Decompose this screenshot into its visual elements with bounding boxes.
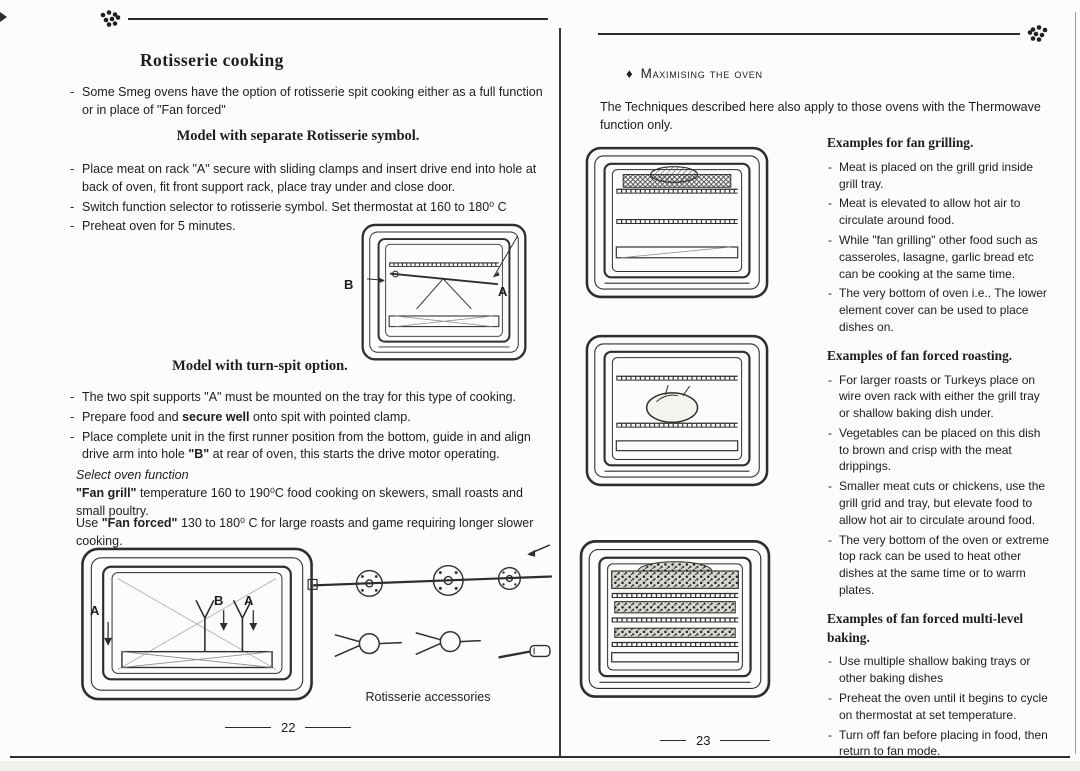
page-divider <box>559 28 561 757</box>
bullet-text: Switch function selector to rotisserie symbol. Set thermostat at 160 to 180⁰ C <box>82 199 507 214</box>
list-item <box>68 84 556 120</box>
bullet-text: Turn off fan before placing in food, then return to fan mode. <box>839 727 1048 759</box>
text-run: Place complete unit in the first runner position from the bottom, guide in and align drive arm into hole <box>82 429 531 462</box>
oven-grilling-illustration <box>584 145 770 302</box>
text-run: Prepare food and <box>82 409 183 424</box>
bullet-text: Place meat on rack "A" secure with sliding clamps and insert drive end into hole at back of oven, fit front support rack, place tray under and close door. <box>82 162 537 194</box>
model-turnspit-heading: Model with turn-spit option. <box>172 358 348 374</box>
text-run-bold: "Fan forced" <box>101 516 178 530</box>
list-item <box>827 478 1053 528</box>
section-header-text: Maximising the oven <box>640 66 763 81</box>
bullet-text: For larger roasts or Turkeys place on wire oven rack with either the grill tray or shallow baking dish under. <box>839 372 1040 421</box>
list-item <box>827 727 1053 761</box>
page-number-right <box>660 733 770 748</box>
page-number-rule <box>660 740 686 741</box>
oven-diagram-turnspit <box>78 545 316 705</box>
intro-paragraph <box>68 84 556 122</box>
ornament-rule <box>598 33 1020 35</box>
bullet-text: Some Smeg ovens have the option of rotisserie spit cooking either as a full function or in place of "Fan forced" <box>82 85 543 117</box>
text-run: Use <box>76 516 102 530</box>
diagram-label-a1: A <box>90 603 100 618</box>
bullet-text: While "fan grilling" other food such as casseroles, lasagne, garlic bread etc can be cooking at the same time. <box>839 232 1038 281</box>
oven-roasting-illustration <box>584 333 770 490</box>
dots-ornament-icon <box>98 9 124 28</box>
bullet-text: Use multiple shallow baking trays or other baking dishes <box>839 654 1031 686</box>
list-item <box>827 285 1053 335</box>
list-item <box>827 690 1053 724</box>
oven-baking-illustration <box>578 538 772 702</box>
text-run: 130 to 180⁰ C for large roasts and game requiring longer slower cooking. <box>76 516 534 548</box>
section-fan-roasting <box>827 347 1053 599</box>
right-intro-paragraph: The Techniques described here also apply to those ovens with the Thermowave function only. <box>600 100 1041 132</box>
select-function-heading: Select oven function <box>76 468 189 482</box>
page-title: Rotisserie cooking <box>140 50 284 70</box>
bullet-text: Vegetables can be placed on this dish to brown and crisp with the meat drippings. <box>839 425 1041 474</box>
list-item <box>827 195 1053 229</box>
scan-artifact <box>0 12 7 22</box>
section-heading: Examples for fan grilling. <box>827 135 974 150</box>
section-fan-grilling <box>827 134 1053 336</box>
bullet-text: Preheat oven for 5 minutes. <box>82 219 236 234</box>
oven-diagram-rotisserie <box>344 222 528 364</box>
diagram-label-a: A <box>498 284 508 299</box>
bullet-text: The two spit supports "A" must be mounted on the tray for this type of cooking. <box>82 390 517 404</box>
list-item <box>827 159 1053 193</box>
model-separate-heading: Model with separate Rotisserie symbol. <box>176 128 420 144</box>
page-number-rule <box>720 740 770 741</box>
dots-ornament-icon <box>1024 24 1050 43</box>
page-number-rule <box>305 727 351 728</box>
diagram-label-b: B <box>214 593 224 608</box>
bullet-text: The very bottom of oven i.e.. The lower element cover can be used to place dishes on. <box>839 286 1047 334</box>
page-number-left <box>225 720 351 735</box>
list-item <box>827 372 1053 422</box>
oven-diagram-fan-grilling <box>584 145 770 302</box>
turnspit-bullets <box>68 389 556 466</box>
bullet-text: Meat is elevated to allow hot air to circulate around food. <box>839 196 1021 228</box>
list-item <box>68 161 556 197</box>
page-number-text: 22 <box>281 720 296 735</box>
accessories-caption: Rotisserie accessories <box>365 690 491 704</box>
section-heading: Examples of fan forced roasting. <box>827 347 1013 363</box>
bullet-text <box>82 410 411 424</box>
text-run: onto spit with pointed clamp. <box>249 409 411 424</box>
diamond-icon: ♦ <box>626 66 633 81</box>
ornament-rule <box>128 18 548 20</box>
list-item <box>68 429 556 465</box>
ornament-left <box>98 9 548 28</box>
section-heading: Examples of fan forced multi-level baking. <box>827 610 1024 645</box>
list-item <box>68 199 556 217</box>
bullet-text: Meat is placed on the grill grid inside grill tray. <box>839 159 1034 191</box>
bullet-text: The very bottom of the oven or extreme top rack can be used to heat other dishes at the same time or to warm plates. <box>839 532 1050 598</box>
list-item <box>827 425 1053 475</box>
text-run-bold: "B" <box>188 447 210 462</box>
oven-diagram-fan-roasting <box>584 333 770 490</box>
list-item <box>827 653 1053 687</box>
oven-diagram-fan-baking <box>578 538 772 702</box>
text-run-bold: secure well <box>182 409 250 424</box>
text-run-bold: "Fan grill" <box>76 486 137 500</box>
list-item <box>68 389 556 407</box>
ornament-right <box>598 24 1050 43</box>
section-fan-baking <box>827 610 1053 760</box>
text-run: temperature 160 to 190⁰C food cooking on skewers, small roasts and small poultry. <box>76 486 523 518</box>
rotisserie-accessories-diagram <box>305 540 557 688</box>
page-number-rule <box>225 727 271 728</box>
scan-edge <box>1075 12 1076 754</box>
section-header <box>626 66 763 81</box>
oven-turnspit-illustration <box>78 545 316 705</box>
list-item <box>827 232 1053 282</box>
list-item <box>68 409 556 427</box>
right-column <box>827 134 1053 771</box>
diagram-label-a2: A <box>244 593 254 608</box>
page-number-text: 23 <box>696 733 711 748</box>
rotisserie-accessories-illustration <box>305 540 557 688</box>
bullet-text <box>82 430 531 462</box>
text-run: at rear of oven, this starts the drive motor operating. <box>209 447 500 462</box>
bullet-text: Preheat the oven until it begins to cycle on thermostat at set temperature. <box>839 690 1048 722</box>
bullet-text: Smaller meat cuts or chickens, use the grill grid and tray, but elevate food to allow hot air to circulate around food. <box>839 479 1046 527</box>
list-item <box>827 532 1053 599</box>
diagram-label-b: B <box>344 277 354 292</box>
